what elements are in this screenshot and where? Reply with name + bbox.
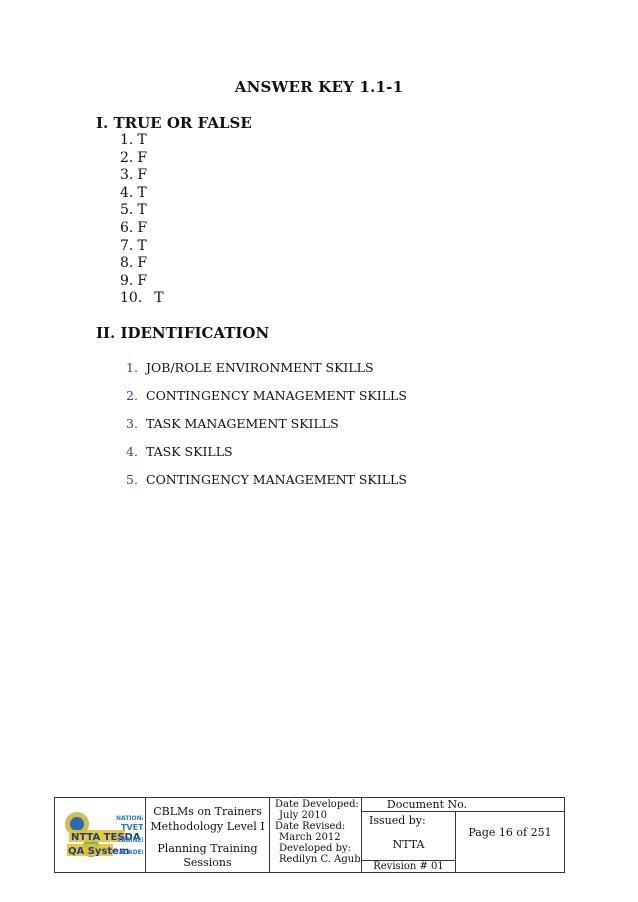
- page-number: Page 16 of 251: [468, 826, 552, 839]
- true-or-false-list: [120, 132, 164, 308]
- item-answer: TASK MANAGEMENT SKILLS: [146, 416, 339, 431]
- item-answer: CONTINGENCY MANAGEMENT SKILLS: [146, 472, 407, 487]
- svg-text:ACADEMY: ACADE: [119, 849, 142, 856]
- ntta-tesda-logo: [61, 806, 143, 866]
- svg-text:TRAINER: TRAINE: [117, 837, 142, 844]
- item-answer: JOB/ROLE ENVIRONMENT SKILLS: [146, 360, 374, 375]
- item-answer: F: [137, 219, 148, 236]
- true-or-false-item: [120, 132, 164, 150]
- item-number: 2.: [126, 388, 138, 403]
- item-number: 8.: [120, 255, 134, 272]
- issued-by-label: Issued by:: [369, 814, 426, 827]
- true-or-false-item: [120, 273, 164, 291]
- true-or-false-item: [120, 150, 164, 168]
- item-answer: T: [137, 184, 147, 201]
- item-number: 5.: [126, 472, 138, 487]
- course-title-line2: Methodology Level I: [150, 820, 265, 833]
- identification-item: [126, 415, 407, 443]
- item-number: 4.: [120, 184, 134, 201]
- identification-item: [126, 443, 407, 471]
- item-number: 1.: [120, 132, 134, 148]
- date-revised-value: March 2012: [279, 832, 341, 843]
- item-number: 10.: [120, 290, 143, 307]
- item-number: 2.: [120, 149, 134, 166]
- footer-table: [54, 797, 565, 873]
- module-title-line2: Sessions: [183, 856, 232, 869]
- item-answer: F: [137, 255, 148, 272]
- svg-text:NTTA TESDA: NTTA TESDA: [71, 832, 141, 843]
- item-number: 4.: [126, 444, 138, 459]
- item-number: 1.: [126, 360, 138, 375]
- item-answer: F: [137, 149, 148, 166]
- item-number: 6.: [120, 219, 134, 236]
- item-number: 3.: [126, 416, 138, 431]
- identification-list: [126, 359, 407, 499]
- item-answer: T: [137, 132, 147, 148]
- issued-by-value: NTTA: [392, 838, 425, 851]
- course-title-line1: CBLMs on Trainers: [153, 805, 262, 818]
- document-no-label: Document No.: [386, 798, 468, 811]
- true-or-false-item: [120, 202, 164, 220]
- item-answer: T: [137, 202, 147, 219]
- date-developed-label: Date Developed:: [275, 799, 359, 810]
- date-developed-value: July 2010: [279, 810, 327, 821]
- item-number: 5.: [120, 202, 134, 219]
- identification-item: [126, 359, 407, 387]
- section-identification-heading: II. IDENTIFICATION: [96, 324, 270, 342]
- developed-by-label: Developed by:: [279, 843, 352, 854]
- module-title-line1: Planning Training: [157, 842, 258, 855]
- true-or-false-item: [120, 167, 164, 185]
- item-number: 9.: [120, 272, 134, 289]
- item-answer: F: [137, 167, 148, 184]
- item-answer: F: [137, 272, 148, 289]
- developed-by-value: Redilyn C. Agub: [279, 854, 361, 865]
- identification-item: [126, 387, 407, 415]
- svg-text:QA System: QA System: [68, 846, 130, 857]
- true-or-false-item: [120, 255, 164, 273]
- item-answer: TASK SKILLS: [146, 444, 233, 459]
- section-true-or-false-heading: I. TRUE OR FALSE: [96, 114, 252, 132]
- item-number: 3.: [120, 167, 134, 184]
- identification-item: [126, 471, 407, 499]
- revision-number: Revision # 01: [373, 861, 444, 872]
- item-answer: T: [137, 237, 147, 254]
- item-number: 7.: [120, 237, 134, 254]
- true-or-false-item: [120, 290, 164, 308]
- true-or-false-item: [120, 238, 164, 256]
- svg-text:TVET: TVET: [121, 823, 143, 832]
- page-title: ANSWER KEY 1.1-1: [234, 78, 404, 96]
- true-or-false-item: [120, 185, 164, 203]
- date-revised-label: Date Revised:: [275, 821, 346, 832]
- item-answer: T: [154, 290, 164, 307]
- true-or-false-item: [120, 220, 164, 238]
- item-answer: CONTINGENCY MANAGEMENT SKILLS: [146, 388, 407, 403]
- svg-text:NATIONAL: NATION: [116, 815, 142, 822]
